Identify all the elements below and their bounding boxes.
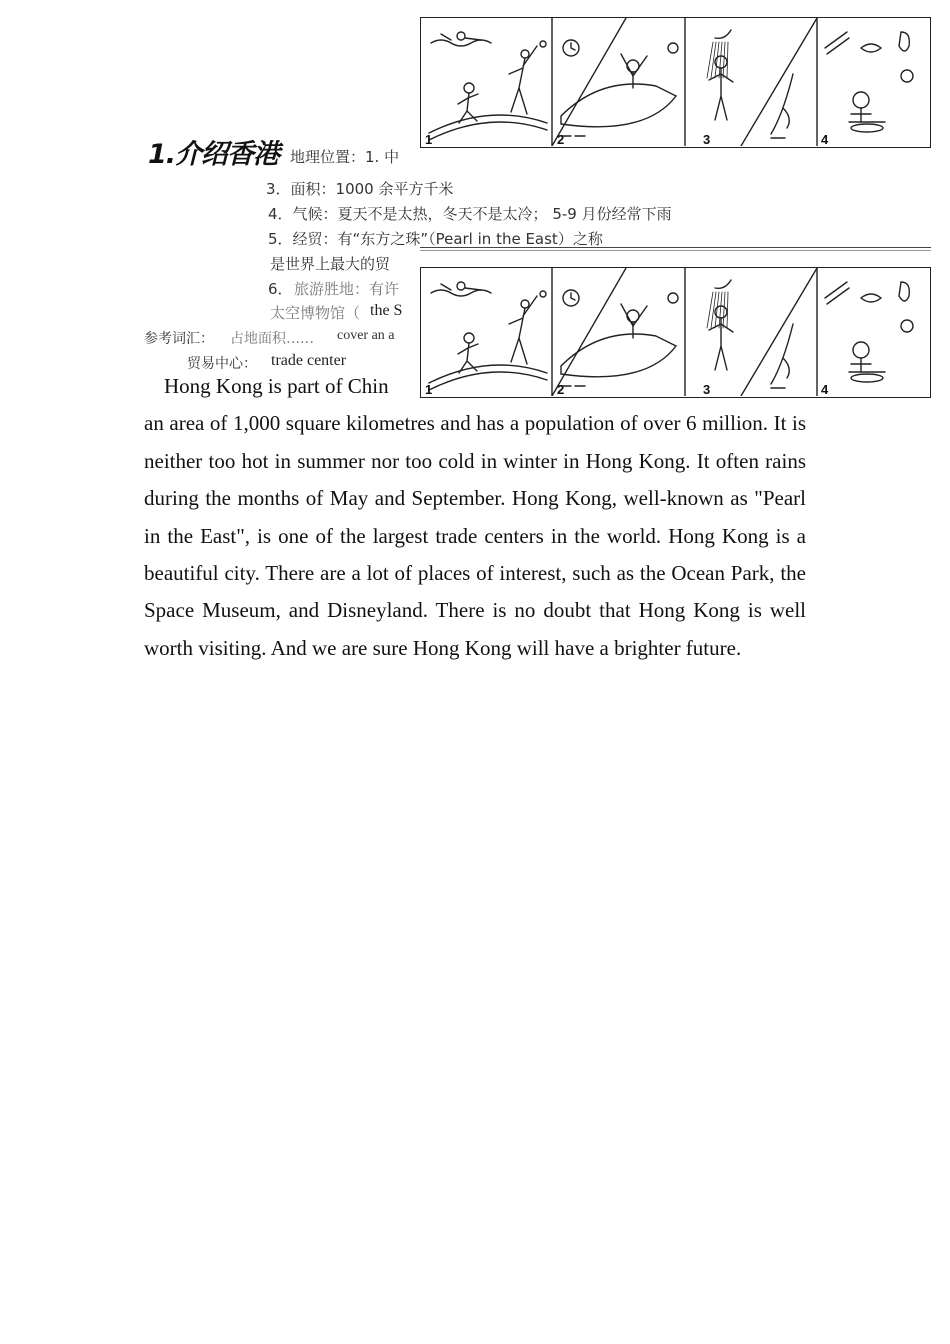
- fact-climate: 4．气候：夏天不是太热，冬天不是太冷； 5-9 月份经常下雨: [268, 205, 672, 223]
- essay: [144, 368, 806, 667]
- panel-number: 2: [557, 382, 565, 396]
- panel-number: 2: [557, 132, 565, 146]
- panel-number: 1: [425, 382, 433, 396]
- strip-edge: [420, 247, 931, 251]
- comic-illustration: [421, 18, 929, 146]
- fact-trade-cont: 是世界上最大的贸: [270, 255, 391, 273]
- vocab-item2-cn: 贸易中心：: [187, 356, 257, 372]
- vocab-item2-en: trade center: [271, 352, 347, 369]
- panel-number: 3: [703, 382, 711, 396]
- fact-museum-en: the S: [370, 302, 403, 319]
- comic-illustration: [421, 268, 929, 396]
- comic-strip-top: [420, 17, 931, 148]
- section-title: 1.介绍香港: [148, 139, 280, 170]
- fact-tourism-number: 6．: [268, 280, 293, 298]
- panel-number: 1: [425, 132, 433, 146]
- vocab-label: 参考词汇：: [144, 331, 214, 347]
- essay-first-line: Hong Kong is part of Chin: [164, 374, 389, 398]
- location-label: 地理位置：1. 中: [290, 148, 400, 166]
- vocab-item1-en: cover an a: [337, 328, 395, 343]
- panel-number: 3: [703, 132, 711, 146]
- panel-number: 4: [821, 132, 829, 146]
- comic-strip-bottom: [420, 267, 931, 398]
- fact-area: 3．面积：1000 余平方千米: [266, 180, 454, 198]
- vocab-item1-cn: 占地面积……: [230, 331, 314, 347]
- fact-museum: 太空博物馆（: [270, 304, 361, 322]
- fact-tourism: 旅游胜地：有许: [294, 280, 400, 298]
- panel-number: 4: [821, 382, 829, 396]
- fact-trade: 5．经贸：有“东方之珠”（Pearl in the East）之称: [268, 230, 603, 248]
- essay-body: an area of 1,000 square kilometres and has a population of over 6 million. It is neither too hot in summer nor too cold in winter in Hong Kong. It often rains during the months of May and September. Hong Kong, well-known as "Pearl in the East", is one of the largest trade centers in the world. Hong Kong is a beautiful city. There are a lot of places of interest, such as the Ocean Park, the Space Museum, and Disneyland. There is no doubt that Hong Kong is well worth visiting. And we are sure Hong Kong will have a brighter future.: [144, 411, 806, 660]
